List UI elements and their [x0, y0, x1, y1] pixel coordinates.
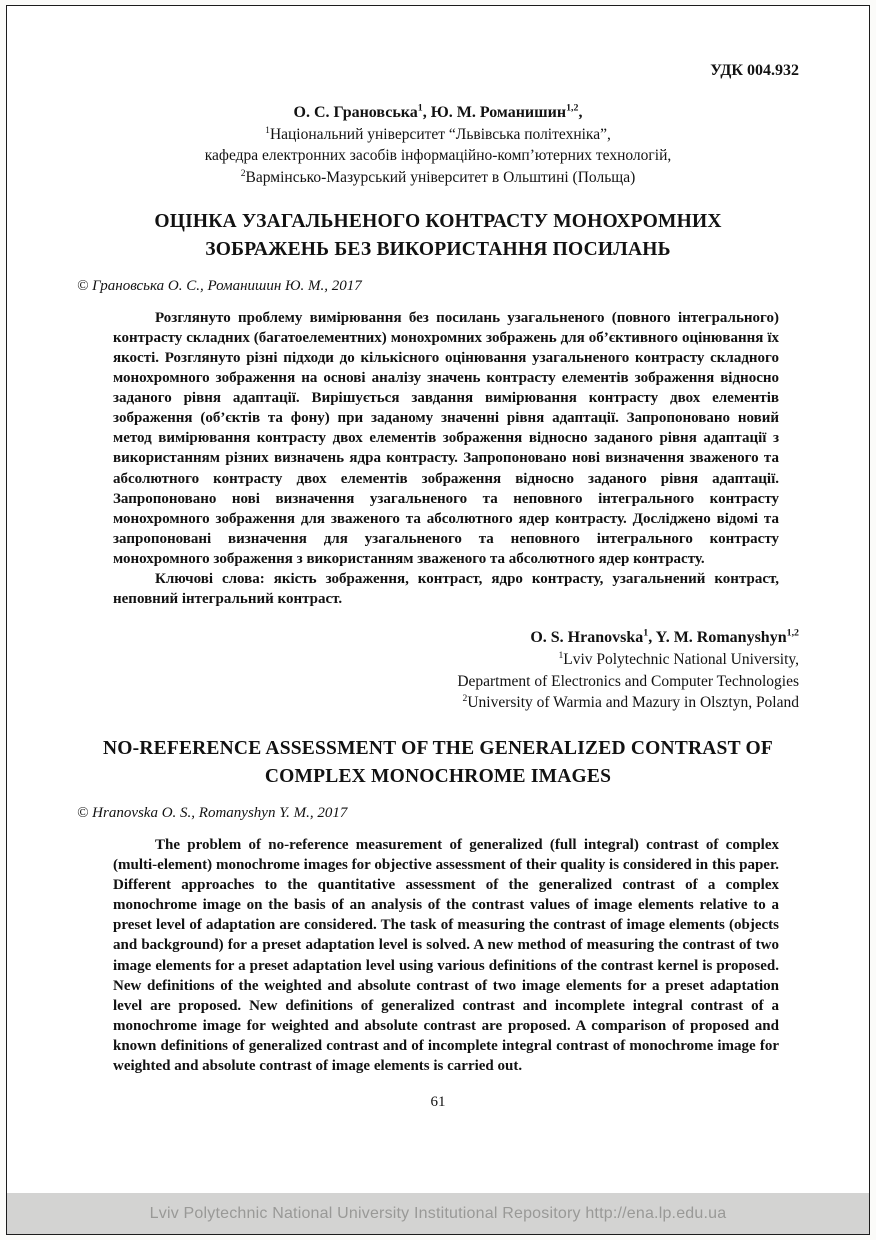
abstract-en [113, 835, 779, 1076]
affiliation-3-sup-en: 2 [462, 692, 468, 704]
affiliation-1-text-en: Lviv Polytechnic National University, [563, 651, 799, 669]
affiliation-1-sup-uk: 1 [265, 124, 270, 136]
author-1-sup-en: 1 [643, 627, 649, 639]
page-number: 61 [430, 1094, 446, 1111]
author-2-sup-en: 1,2 [786, 627, 799, 639]
paper-title-en: NO-REFERENCE ASSESSMENT OF THE GENERALIZED CONTRAST OF COMPLEX MONOCHROME IMAGES [103, 738, 773, 787]
author-names-en [75, 627, 799, 649]
authors-block-en [75, 627, 799, 713]
affiliation-3-uk [75, 167, 801, 188]
author-2-en: Y. M. Romanyshyn [655, 629, 787, 647]
abstract-text-uk: Розглянуто проблему вимірювання без посилань узагальненого (повного інтегрального) контрасту складних (багатоелементних) монохромних зображень для об’єктивного оцінювання їх якості. Розглянуто різні підходи до кількісного оцінювання узагальненого контрасту складного монохромного зображення на основі аналізу значень контрасту елементів зображення відносно заданого рівня адаптації. Вирішується завдання вимірювання контрасту двох елементів зображення (об’єктів та фону) при заданому значенні рівня адаптації. Запропоновано новий метод вимірювання контрасту двох елементів зображення відносно заданого рівня адаптації з використанням різних визначень ядра контрасту. Запропоновано нові визначення зваженого та абсолютного контрасту двох елементів зображення відносно заданого рівня адаптації. Запропоновано нові визначення узагальненого та неповного інтегрального контрасту монохромного зображення для зваженого та абсолютного ядер контрасту. Досліджено відомі та запропоновані визначення для узагальненого та неповного інтегрального контрасту монохромного зображення з використанням зваженого та абсолютного ядер контрасту. [113, 309, 779, 567]
author-1-uk: О. С. Грановська [293, 104, 418, 121]
affiliation-3-text-uk: Вармінсько-Мазурський університет в Ольштині (Польща) [245, 168, 636, 186]
keywords-uk: Ключові слова: якість зображення, контраст, ядро контрасту, узагальнений контраст, неповний інтегральний контраст. [113, 571, 779, 608]
copyright-line-uk: © Грановська О. С., Романишин Ю. М., 2017 [77, 277, 362, 294]
affiliation-2-en: Department of Electronics and Computer Technologies [457, 672, 799, 690]
repository-stamp-text: Lviv Polytechnic National University Institutional Repository http://ena.lp.edu.ua [149, 1204, 727, 1222]
abstract-uk [113, 308, 779, 609]
affiliation-1-en [75, 649, 799, 670]
authors-block-uk [75, 102, 801, 188]
affiliation-1-sup-en: 1 [558, 650, 564, 662]
affiliation-3-sup-uk: 2 [240, 167, 246, 179]
author-1-sup-uk: 1 [417, 102, 423, 114]
author-end-comma-uk: , [578, 104, 583, 121]
udc-code: УДК 004.932 [710, 62, 799, 79]
repository-footer-bar [7, 1193, 869, 1234]
affiliation-3-text-en: University of Warmia and Mazury in Olsztyn, Poland [467, 694, 799, 712]
author-names-uk [75, 102, 801, 124]
copyright-line-en: © Hranovska O. S., Romanyshyn Y. M., 2017 [77, 805, 348, 821]
paper-title-uk: ОЦІНКА УЗАГАЛЬНЕНОГО КОНТРАСТУ МОНОХРОМНИХ ЗОБРАЖЕНЬ БЕЗ ВИКОРИСТАННЯ ПОСИЛАНЬ [154, 211, 722, 260]
affiliation-3-en [75, 692, 799, 713]
author-separator-uk: , [422, 104, 431, 121]
affiliation-1-uk [75, 124, 801, 145]
affiliation-1-text-uk: Національний університет “Львівська політехніка”, [269, 126, 611, 144]
author-2-sup-uk: 1,2 [566, 102, 579, 114]
author-1-en: O. S. Hranovska [530, 629, 644, 647]
affiliation-2-uk: кафедра електронних засобів інформаційно-комп’ютерних технологій, [204, 147, 672, 165]
author-2-uk: Ю. М. Романишин [430, 104, 567, 121]
paper-page [6, 5, 870, 1235]
author-separator-en: , [648, 629, 656, 647]
abstract-text-en: The problem of no-reference measurement of generalized (full integral) contrast of complex (multi-element) monochrome images for objective assessment of their quality is considered in this paper. Different approaches to the quantitative assessment of the generalized contrast of a complex monochrome image on the basis of an analysis of the contrast values of image elements relative to a preset level of adaptation are considered. The task of measuring the contrast of image elements (objects and background) for a preset adaptation level is solved. A new method of measuring the contrast of two image elements for a preset adaptation level using various definitions of the contrast kernel is proposed. New definitions of the weighted and absolute contrast of two image elements for a preset adaptation level are proposed. New definitions of generalized contrast and incomplete integral contrast of a monochrome image for weighted and absolute contrast are proposed. A comparison of proposed and known definitions of generalized contrast and of incomplete integral contrast of monochrome image for weighted and absolute contrast of image elements is carried out. [113, 837, 779, 1075]
page-content [7, 6, 869, 1193]
